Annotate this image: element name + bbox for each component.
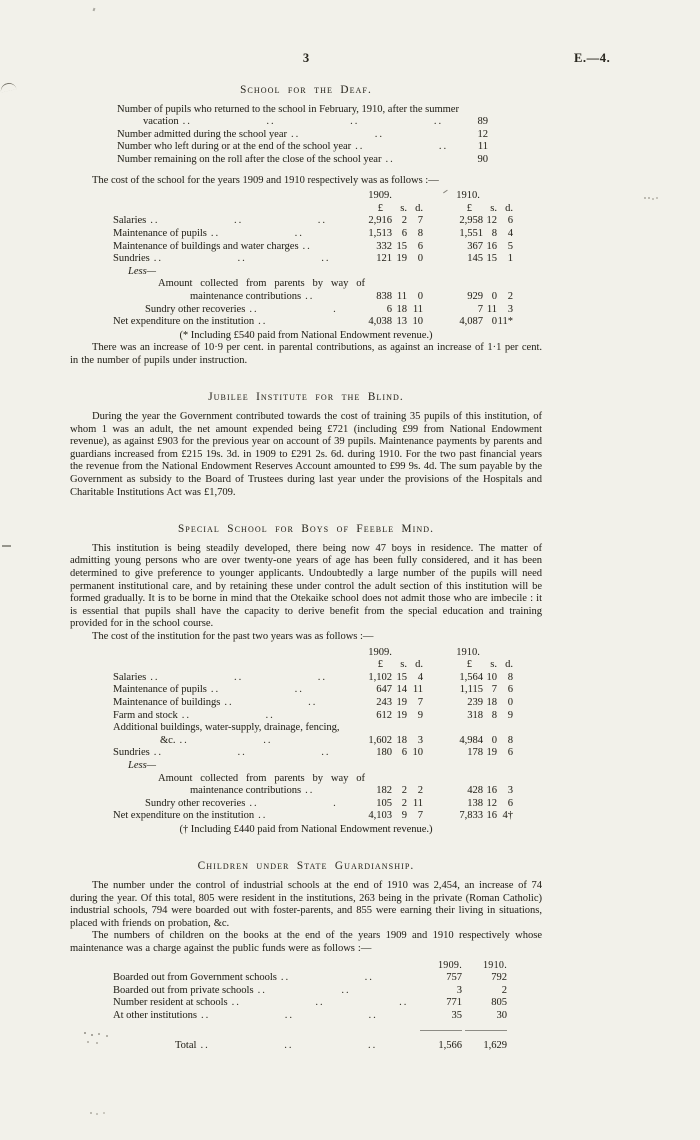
year-header-row: [113, 190, 513, 203]
amount-1909-pounds: 1,602: [368, 734, 392, 746]
total-1910: 1,629: [483, 1039, 507, 1051]
scan-artifact: [93, 8, 96, 12]
amount-1909-pounds: 121: [376, 253, 392, 265]
amount-1909-pounds: 1,513: [368, 227, 392, 239]
table-row: [113, 735, 513, 748]
amount-1910-shillings: 15: [486, 253, 497, 265]
dot-leader: [287, 129, 458, 142]
section-heading-deaf: School for the Deaf.: [240, 84, 372, 96]
dot-leader: [301, 291, 337, 304]
amount-1909-pounds: 4,103: [368, 810, 392, 822]
row-label: Boarded out from Government schools: [113, 972, 277, 984]
total-1909: 1,566: [438, 1039, 462, 1051]
table-row: [113, 798, 513, 811]
amount-1909-pence: 10: [412, 747, 423, 759]
row-label: Sundry other recoveries: [145, 797, 246, 809]
dot-leader: [197, 1010, 417, 1023]
dot-leader: [301, 785, 337, 798]
amount-1909-shillings: 15: [396, 240, 407, 252]
amount-1909-pence: 4: [417, 671, 423, 683]
amount-1909-shillings: 19: [396, 253, 407, 265]
amount-1910-pounds: 145: [467, 253, 483, 265]
table-row: [113, 710, 513, 723]
deaf-cost-table: [113, 190, 513, 329]
amount-1909-pence: 2: [417, 785, 423, 797]
row-label: Maintenance of pupils: [113, 227, 207, 239]
less-row: [113, 760, 513, 773]
amount-1910-pence: 8: [507, 671, 513, 683]
dot-leader: [207, 684, 337, 697]
unit-pounds: £: [377, 659, 383, 671]
amount-1910-shillings: 7: [491, 684, 497, 696]
unit-shillings: s.: [490, 202, 497, 214]
stat-value: 90: [477, 153, 488, 165]
count-1910: 792: [491, 972, 507, 984]
amount-1910-pounds: 1,564: [459, 671, 483, 683]
amount-1910-shillings: 18: [486, 696, 497, 708]
row-label: Boarded out from private schools: [113, 984, 254, 996]
amount-1910-pence: 5: [507, 240, 513, 252]
row-label: Farm and stock: [113, 709, 178, 721]
unit-header-row: [113, 203, 513, 216]
unit-pence: d.: [415, 202, 423, 214]
unit-pence: d.: [505, 659, 513, 671]
guardianship-paragraph: The number under the control of industrial schools at the end of 1910 was 2,454, an increase of 74 during the year. Of this total, 805 were resident in the institutions, 263 being in the private (Roman Catholic) industrial schools, 794 were boarded out with foster-parents, and 855 were earning their living in situations, placed with friends on probation, &c.: [70, 880, 542, 929]
amount-1909-shillings: 2: [401, 215, 407, 227]
amount-1910-shillings: 16: [486, 785, 497, 797]
dot-leader: [150, 253, 337, 266]
section-heading-blind: Jubilee Institute for the Blind.: [208, 391, 404, 404]
total-rule-row: [113, 1030, 507, 1031]
table-row-net: [113, 810, 513, 823]
row-label-line2: &c.: [160, 734, 176, 746]
feeble-paragraph: This institution is being steadily developed, there being now 47 boys in residence. The matter of admitting young persons who are over twenty-one years of age has been fully considered, and it has been determined to give preference to younger applicants. Undoubtedly a large number of the pupils will need permanent institutional care, and by retaining these under control the adult section of this institution will be formed gradually. It is to be borne in mind that the Otekaike school does not admit those who are imbecile : it is essential that pupils shall have the capacity to derive benefit from the special education and training provided for in the school course.: [70, 542, 542, 630]
stat-row: [117, 141, 488, 154]
unit-pence: d.: [505, 202, 513, 214]
row-label: Sundries: [113, 253, 150, 265]
amount-1910-shillings: 19: [486, 747, 497, 759]
amount-1910-pence: 4: [507, 227, 513, 239]
count-1909: 3: [456, 984, 462, 996]
stat-label: vacation: [143, 116, 179, 128]
feeble-cost-table: [113, 647, 513, 823]
amount-1910-pence: 3: [507, 303, 513, 315]
amount-1909-pounds: 838: [376, 290, 392, 302]
total-label: Total: [175, 1039, 197, 1051]
row-label: Maintenance of pupils: [113, 684, 207, 696]
amount-1909-pence: 7: [417, 810, 423, 822]
table-row: [113, 747, 513, 760]
table-row: [113, 672, 513, 685]
table-row: [113, 985, 507, 998]
year-header-1909: 1909.: [368, 646, 392, 658]
row-label: At other institutions: [113, 1010, 197, 1021]
dot-leader: [351, 141, 458, 154]
dot-leader: [381, 154, 458, 167]
amount-1909-pounds: 1,102: [368, 671, 392, 683]
deaf-summary-paragraph: There was an increase of 10·9 per cent. in parental contributions, as against an increase of 1·1 per cent. in the number of pupils under instruction.: [70, 342, 542, 366]
row-label: Salaries: [113, 671, 147, 683]
amount-1910-pence: 8: [507, 734, 513, 746]
amount-1910-pounds: 428: [467, 785, 483, 797]
amount-1910-pence: 6: [507, 747, 513, 759]
dot-leader: [228, 997, 417, 1010]
amount-1909-pence: 7: [417, 215, 423, 227]
deaf-statistics-list: [117, 104, 488, 167]
amount-1909-shillings: 19: [396, 696, 407, 708]
unit-pounds: £: [377, 202, 383, 214]
row-label: Salaries: [113, 215, 147, 227]
amount-1909-pounds: 6: [386, 303, 392, 315]
row-label: Net expenditure on the institution: [113, 316, 255, 328]
year-header-row: [113, 960, 507, 973]
amount-1909-pence: 9: [417, 709, 423, 721]
amount-1909-pounds: 182: [376, 785, 392, 797]
blind-paragraph: During the year the Government contributed towards the cost of training 35 pupils of this institution, of whom 1 was an adult, the net amount expended being £721 (including £99 from National Endowment revenue), as against £903 for the previous year on account of 39 pupils. Maintenance payments by parents and guardians increased from £215 19s. 3d. in 1909 to £291 2s. 6d. during 1910. For the two past financial years the revenue from the National Endowment Reserves Account amounted to £99 9s. 4d. The sum payable by the Government as subsidy to the Board of Trustees during last year under the provisions of the Hospitals and Charitable Institutions Act was £1,709.: [70, 411, 542, 498]
dot-leader: [150, 747, 337, 760]
dot-leader: [146, 672, 337, 685]
amount-1910-pounds: 318: [467, 709, 483, 721]
amount-1910-shillings: 0: [491, 316, 497, 328]
year-header-1910: 1910.: [483, 959, 507, 971]
amount-1909-pence: 3: [417, 734, 423, 746]
cost-table-intro: The cost of the institution for the past two years was as follows :—: [92, 630, 374, 642]
amount-1909-shillings: 19: [396, 709, 407, 721]
amount-1909-pence: 8: [417, 227, 423, 239]
row-label: Number resident at schools: [113, 997, 228, 1009]
amount-1909-pounds: 4,038: [368, 316, 392, 328]
stat-value: 12: [477, 128, 488, 140]
table-row: [113, 997, 507, 1010]
amount-1909-pounds: 105: [376, 797, 392, 809]
row-label: Maintenance of buildings and water charges: [113, 240, 299, 252]
amount-1910-pounds: 4,984: [459, 734, 483, 746]
table-row: [113, 291, 513, 304]
unit-pounds: £: [466, 659, 472, 671]
amount-1910-pounds: 1,115: [459, 684, 483, 696]
amount-1909-pence: 6: [417, 240, 423, 252]
table-footnote: († Including £440 paid from National Endowment revenue.): [179, 823, 433, 835]
row-label-line1: Amount collected from parents by way of: [158, 278, 365, 290]
dot-leader: [277, 972, 417, 985]
amount-1909-pounds: 180: [376, 747, 392, 759]
row-label: Maintenance of buildings: [113, 696, 221, 708]
dot-leader: [220, 697, 337, 710]
scan-artifact: [644, 197, 646, 199]
unit-pence: d.: [415, 659, 423, 671]
amount-1909-shillings: 18: [396, 303, 407, 315]
year-header-row: [113, 647, 513, 660]
scan-artifact: [2, 545, 11, 547]
dot-leader: [146, 215, 337, 228]
amount-1909-pence: 11: [412, 684, 423, 696]
amount-1910-pence: 6: [507, 215, 513, 227]
dot-leader: [179, 116, 458, 129]
table-row: [113, 785, 513, 798]
stat-label: Number remaining on the roll after the close of the school year: [117, 153, 382, 165]
amount-1910-pounds: 2,958: [459, 215, 483, 227]
stat-value: 11: [477, 141, 488, 153]
unit-pounds: £: [466, 202, 472, 214]
dot-leader: [254, 985, 417, 998]
document-reference: E.—4.: [574, 51, 611, 65]
amount-1909-pounds: 243: [376, 696, 392, 708]
table-footnote: (* Including £540 paid from National Endowment revenue.): [179, 329, 433, 341]
amount-1910-pence: 1: [507, 253, 513, 265]
year-header-1910: 1910.: [456, 190, 480, 202]
table-row: [113, 304, 513, 317]
amount-1910-shillings: 11: [486, 303, 497, 315]
amount-1909-pence: 11: [412, 797, 423, 809]
guardianship-table: [113, 960, 507, 1053]
stat-row: [117, 154, 488, 167]
amount-1910-shillings: 12: [486, 797, 497, 809]
amount-1909-pounds: 612: [376, 709, 392, 721]
table-row: [113, 228, 513, 241]
count-1910: 2: [501, 984, 507, 996]
amount-1909-shillings: 9: [401, 810, 407, 822]
stat-row: [117, 116, 488, 129]
table-row: [113, 1010, 507, 1023]
table-row: [113, 253, 513, 266]
dot-leader: [254, 316, 337, 329]
table-row-net: [113, 316, 513, 329]
amount-1909-pounds: 332: [376, 240, 392, 252]
amount-1910-pounds: 367: [467, 240, 483, 252]
amount-1909-shillings: 15: [396, 671, 407, 683]
amount-1910-pounds: 7,833: [459, 810, 483, 822]
year-header-1909: 1909.: [368, 190, 392, 202]
amount-1910-pounds: 239: [467, 696, 483, 708]
dot-leader: [245, 304, 337, 317]
amount-1910-shillings: 8: [491, 709, 497, 721]
row-label-line1: Amount collected from parents by way of: [158, 772, 365, 784]
unit-shillings: s.: [400, 659, 407, 671]
count-1910: 805: [491, 997, 507, 1009]
count-1909: 757: [446, 972, 462, 984]
amount-1910-pounds: 929: [467, 290, 483, 302]
scan-artifact: [90, 1112, 92, 1114]
amount-1909-pence: 10: [412, 316, 423, 328]
amount-1910-pence: 9: [507, 709, 513, 721]
dot-leader: [196, 1040, 417, 1053]
unit-shillings: s.: [400, 202, 407, 214]
less-label: Less—: [128, 759, 157, 771]
amount-1909-shillings: 14: [396, 684, 407, 696]
row-label: Sundry other recoveries: [145, 303, 246, 315]
amount-1909-pence: 11: [412, 303, 423, 315]
dot-leader: [178, 710, 337, 723]
amount-1909-shillings: 2: [401, 785, 407, 797]
dot-leader: [254, 810, 337, 823]
amount-1909-pence: 7: [417, 696, 423, 708]
cost-table-intro: The cost of the school for the years 1909 and 1910 respectively was as follows :—: [92, 174, 439, 186]
amount-1909-shillings: 11: [396, 290, 407, 302]
amount-1909-shillings: 2: [401, 797, 407, 809]
amount-1909-shillings: 18: [396, 734, 407, 746]
table-row: [113, 972, 507, 985]
stat-label: Number who left during or at the end of the school year: [117, 141, 352, 153]
stat-value: 89: [477, 116, 488, 128]
amount-1910-pence: 4†: [502, 810, 513, 822]
count-1909: 771: [446, 997, 462, 1009]
amount-1909-shillings: 6: [401, 747, 407, 759]
scan-artifact: [0, 81, 17, 92]
year-header-1910: 1910.: [456, 646, 480, 658]
page-number: 3: [302, 51, 310, 65]
amount-1910-pence: 3: [507, 785, 513, 797]
unit-shillings: s.: [490, 659, 497, 671]
dot-leader: [175, 735, 337, 748]
table-row: [113, 215, 513, 228]
amount-1909-pence: 0: [417, 290, 423, 302]
amount-1910-shillings: 16: [486, 240, 497, 252]
amount-1910-pence: 0: [507, 696, 513, 708]
dot-leader: [207, 228, 337, 241]
amount-1910-pounds: 1,551: [459, 227, 483, 239]
count-1909: 35: [451, 1010, 462, 1021]
row-label: Sundries: [113, 747, 150, 759]
sum-rule: [465, 1030, 507, 1031]
amount-1909-pence: 0: [417, 253, 423, 265]
amount-1909-pounds: 647: [376, 684, 392, 696]
amount-1910-shillings: 8: [491, 227, 497, 239]
table-row: [113, 697, 513, 710]
row-label-line2: maintenance contributions: [190, 785, 302, 797]
year-header-1909: 1909.: [438, 959, 462, 971]
row-label: Net expenditure on the institution: [113, 810, 255, 822]
amount-1910-pence: 2: [507, 290, 513, 302]
stat-label-wrap-line: Number of pupils who returned to the school in February, 1910, after the summer: [117, 103, 459, 115]
amount-1909-shillings: 13: [396, 316, 407, 328]
amount-1910-shillings: 0: [491, 734, 497, 746]
amount-1909-pounds: 2,916: [368, 215, 392, 227]
amount-1910-pounds: 7: [477, 303, 483, 315]
stat-label: Number admitted during the school year: [117, 128, 287, 140]
dot-leader: [245, 798, 337, 811]
amount-1910-pence: 6: [507, 797, 513, 809]
amount-1910-pence: 11*: [497, 316, 513, 328]
page-content: [70, 84, 542, 1052]
count-1910: 30: [496, 1010, 507, 1021]
amount-1910-shillings: 0: [491, 290, 497, 302]
dot-leader: [299, 241, 337, 254]
guardianship-intro: The numbers of children on the books at the end of the years 1909 and 1910 respectively whose maintenance was a charge against the public funds were as follows :—: [70, 930, 542, 955]
sum-rule: [420, 1030, 462, 1031]
amount-1909-shillings: 6: [401, 227, 407, 239]
stat-row: [117, 129, 488, 142]
amount-1910-pence: 6: [507, 684, 513, 696]
table-row: [113, 241, 513, 254]
amount-1910-shillings: 16: [486, 810, 497, 822]
row-label-line2: maintenance contributions: [190, 290, 302, 302]
less-label: Less—: [128, 265, 157, 277]
amount-1910-pounds: 178: [467, 747, 483, 759]
table-row: [113, 684, 513, 697]
unit-header-row: [113, 659, 513, 672]
total-row: [113, 1040, 507, 1053]
less-row: [113, 266, 513, 279]
amount-1910-pounds: 138: [467, 797, 483, 809]
amount-1910-shillings: 10: [486, 671, 497, 683]
amount-1910-shillings: 12: [486, 215, 497, 227]
row-label-line1: Additional buildings, water-supply, drainage, fencing,: [113, 722, 340, 734]
amount-1910-pounds: 4,087: [459, 316, 483, 328]
section-heading-feeble: Special School for Boys of Feeble Mind.: [177, 523, 434, 536]
section-heading-guardianship: Children under State Guardianship.: [197, 860, 415, 873]
